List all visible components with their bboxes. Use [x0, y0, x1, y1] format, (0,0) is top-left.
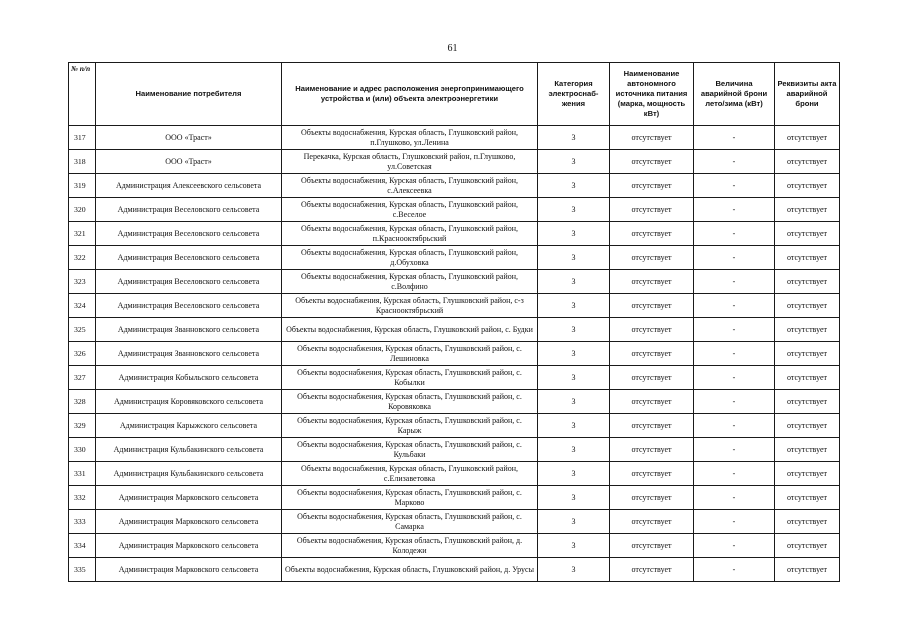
cell-consumer: Администрация Карыжского сельсовета: [96, 414, 282, 438]
cell-consumer: ООО «Траст»: [96, 126, 282, 150]
cell-power-source: отсутствует: [610, 390, 694, 414]
cell-consumer: Администрация Алексеевского сельсовета: [96, 174, 282, 198]
cell-number: 328: [69, 390, 96, 414]
cell-address: Объекты водоснабжения, Курская область, Глушковский район, с. Кульбаки: [282, 438, 538, 462]
cell-number: 323: [69, 270, 96, 294]
cell-consumer: Администрация Коровяковского сельсовета: [96, 390, 282, 414]
cell-reserve: -: [694, 294, 775, 318]
cell-consumer: Администрация Званновского сельсовета: [96, 318, 282, 342]
cell-number: 335: [69, 558, 96, 582]
cell-act: отсутствует: [775, 414, 840, 438]
cell-reserve: -: [694, 462, 775, 486]
cell-reserve: -: [694, 558, 775, 582]
cell-consumer: Администрация Веселовского сельсовета: [96, 270, 282, 294]
cell-category: 3: [538, 222, 610, 246]
cell-address: Объекты водоснабжения, Курская область, Глушковский район, п.Краснооктябрьский: [282, 222, 538, 246]
header-row: [69, 63, 840, 126]
cell-number: 320: [69, 198, 96, 222]
cell-address: Объекты водоснабжения, Курская область, Глушковский район, с.Алексеевка: [282, 174, 538, 198]
cell-act: отсутствует: [775, 294, 840, 318]
cell-category: 3: [538, 390, 610, 414]
cell-act: отсутствует: [775, 366, 840, 390]
cell-consumer: Администрация Веселовского сельсовета: [96, 198, 282, 222]
cell-act: отсутствует: [775, 342, 840, 366]
cell-act: отсутствует: [775, 486, 840, 510]
cell-consumer: Администрация Марковского сельсовета: [96, 486, 282, 510]
table-row: [69, 510, 840, 534]
cell-number: 329: [69, 414, 96, 438]
cell-consumer: Администрация Веселовского сельсовета: [96, 294, 282, 318]
table-body: [69, 126, 840, 582]
cell-category: 3: [538, 558, 610, 582]
cell-power-source: отсутствует: [610, 342, 694, 366]
cell-reserve: -: [694, 222, 775, 246]
cell-act: отсутствует: [775, 510, 840, 534]
cell-category: 3: [538, 414, 610, 438]
cell-reserve: -: [694, 318, 775, 342]
cell-number: 331: [69, 462, 96, 486]
cell-reserve: -: [694, 414, 775, 438]
cell-number: 327: [69, 366, 96, 390]
table-row: [69, 270, 840, 294]
cell-category: 3: [538, 174, 610, 198]
table-row: [69, 294, 840, 318]
cell-category: 3: [538, 342, 610, 366]
table-row: [69, 342, 840, 366]
cell-number: 322: [69, 246, 96, 270]
cell-number: 333: [69, 510, 96, 534]
cell-reserve: -: [694, 150, 775, 174]
cell-address: Объекты водоснабжения, Курская область, Глушковский район, с.Волфино: [282, 270, 538, 294]
cell-address: Объекты водоснабжения, Курская область, Глушковский район, с. Карыж: [282, 414, 538, 438]
cell-power-source: отсутствует: [610, 246, 694, 270]
table-row: [69, 366, 840, 390]
cell-category: 3: [538, 366, 610, 390]
cell-address: Объекты водоснабжения, Курская область, Глушковский район, д. Колодежи: [282, 534, 538, 558]
header-consumer: Наименование потребителя: [96, 63, 282, 126]
table-row: [69, 534, 840, 558]
cell-category: 3: [538, 150, 610, 174]
table-row: [69, 558, 840, 582]
table-row: [69, 390, 840, 414]
table-row: [69, 150, 840, 174]
cell-consumer: Администрация Званновского сельсовета: [96, 342, 282, 366]
cell-act: отсутствует: [775, 318, 840, 342]
cell-consumer: Администрация Кульбакинского сельсовета: [96, 462, 282, 486]
cell-address: Объекты водоснабжения, Курская область, Глушковский район, с. Кобылки: [282, 366, 538, 390]
cell-number: 318: [69, 150, 96, 174]
cell-category: 3: [538, 534, 610, 558]
cell-category: 3: [538, 318, 610, 342]
cell-address: Объекты водоснабжения, Курская область, Глушковский район, с. Будки: [282, 318, 538, 342]
cell-consumer: Администрация Веселовского сельсовета: [96, 222, 282, 246]
cell-reserve: -: [694, 270, 775, 294]
table-row: [69, 198, 840, 222]
cell-power-source: отсутствует: [610, 414, 694, 438]
cell-act: отсутствует: [775, 222, 840, 246]
cell-consumer: Администрация Веселовского сельсовета: [96, 246, 282, 270]
cell-category: 3: [538, 270, 610, 294]
cell-act: отсутствует: [775, 390, 840, 414]
table-row: [69, 438, 840, 462]
table-row: [69, 222, 840, 246]
cell-act: отсутствует: [775, 246, 840, 270]
cell-power-source: отсутствует: [610, 270, 694, 294]
cell-category: 3: [538, 246, 610, 270]
header-reserve: Величина аварийной брони лето/зима (кВт): [694, 63, 775, 126]
cell-reserve: -: [694, 174, 775, 198]
cell-act: отсутствует: [775, 270, 840, 294]
table-row: [69, 246, 840, 270]
cell-power-source: отсутствует: [610, 318, 694, 342]
cell-consumer: Администрация Кобыльского сельсовета: [96, 366, 282, 390]
cell-category: 3: [538, 294, 610, 318]
cell-number: 321: [69, 222, 96, 246]
cell-power-source: отсутствует: [610, 150, 694, 174]
cell-reserve: -: [694, 510, 775, 534]
page-number: 61: [447, 43, 458, 54]
cell-reserve: -: [694, 342, 775, 366]
cell-power-source: отсутствует: [610, 294, 694, 318]
cell-number: 324: [69, 294, 96, 318]
table-row: [69, 414, 840, 438]
cell-power-source: отсутствует: [610, 222, 694, 246]
cell-power-source: отсутствует: [610, 558, 694, 582]
cell-number: 332: [69, 486, 96, 510]
cell-number: 330: [69, 438, 96, 462]
table-row: [69, 126, 840, 150]
cell-address: Перекачка, Курская область, Глушковский район, п.Глушково, ул.Советская: [282, 150, 538, 174]
cell-power-source: отсутствует: [610, 510, 694, 534]
cell-number: 334: [69, 534, 96, 558]
cell-consumer: ООО «Траст»: [96, 150, 282, 174]
cell-category: 3: [538, 198, 610, 222]
cell-power-source: отсутствует: [610, 366, 694, 390]
cell-number: 319: [69, 174, 96, 198]
cell-reserve: -: [694, 126, 775, 150]
cell-act: отсутствует: [775, 462, 840, 486]
cell-category: 3: [538, 486, 610, 510]
cell-power-source: отсутствует: [610, 462, 694, 486]
cell-address: Объекты водоснабжения, Курская область, Глушковский район, п.Глушково, ул.Ленина: [282, 126, 538, 150]
cell-power-source: отсутствует: [610, 438, 694, 462]
cell-address: Объекты водоснабжения, Курская область, Глушковский район, д.Обуховка: [282, 246, 538, 270]
table-header: [69, 63, 840, 126]
table-row: [69, 318, 840, 342]
cell-reserve: -: [694, 246, 775, 270]
header-category: Категория электроснаб-жения: [538, 63, 610, 126]
cell-power-source: отсутствует: [610, 126, 694, 150]
table-row: [69, 174, 840, 198]
cell-power-source: отсутствует: [610, 534, 694, 558]
cell-address: Объекты водоснабжения, Курская область, Глушковский район, с.Елизаветовка: [282, 462, 538, 486]
cell-act: отсутствует: [775, 534, 840, 558]
header-number: № п/п: [69, 63, 96, 126]
cell-address: Объекты водоснабжения, Курская область, Глушковский район, с-з Краснооктябрьский: [282, 294, 538, 318]
cell-power-source: отсутствует: [610, 486, 694, 510]
cell-address: Объекты водоснабжения, Курская область, Глушковский район, д. Урусы: [282, 558, 538, 582]
cell-act: отсутствует: [775, 174, 840, 198]
table-row: [69, 462, 840, 486]
cell-power-source: отсутствует: [610, 198, 694, 222]
cell-act: отсутствует: [775, 558, 840, 582]
cell-reserve: -: [694, 198, 775, 222]
cell-category: 3: [538, 126, 610, 150]
cell-reserve: -: [694, 534, 775, 558]
cell-consumer: Администрация Марковского сельсовета: [96, 534, 282, 558]
cell-category: 3: [538, 510, 610, 534]
header-power-source: Наименование автономного источника питания (марка, мощность кВт): [610, 63, 694, 126]
cell-reserve: -: [694, 438, 775, 462]
cell-address: Объекты водоснабжения, Курская область, Глушковский район, с. Самарка: [282, 510, 538, 534]
reserve-table: [68, 62, 840, 582]
cell-act: отсутствует: [775, 150, 840, 174]
cell-address: Объекты водоснабжения, Курская область, Глушковский район, с. Лешиновка: [282, 342, 538, 366]
cell-act: отсутствует: [775, 198, 840, 222]
cell-consumer: Администрация Марковского сельсовета: [96, 558, 282, 582]
header-address: Наименование и адрес расположения энергопринимающего устройства и (или) объекта электроэнергетики: [282, 63, 538, 126]
cell-consumer: Администрация Марковского сельсовета: [96, 510, 282, 534]
cell-reserve: -: [694, 366, 775, 390]
cell-number: 326: [69, 342, 96, 366]
cell-address: Объекты водоснабжения, Курская область, Глушковский район, с. Марково: [282, 486, 538, 510]
cell-act: отсутствует: [775, 126, 840, 150]
cell-reserve: -: [694, 390, 775, 414]
cell-act: отсутствует: [775, 438, 840, 462]
cell-address: Объекты водоснабжения, Курская область, Глушковский район, с. Коровяковка: [282, 390, 538, 414]
cell-number: 325: [69, 318, 96, 342]
cell-category: 3: [538, 462, 610, 486]
table-row: [69, 486, 840, 510]
cell-category: 3: [538, 438, 610, 462]
cell-reserve: -: [694, 486, 775, 510]
header-act: Реквизиты акта аварийной брони: [775, 63, 840, 126]
cell-address: Объекты водоснабжения, Курская область, Глушковский район, с.Веселое: [282, 198, 538, 222]
cell-power-source: отсутствует: [610, 174, 694, 198]
cell-number: 317: [69, 126, 96, 150]
cell-consumer: Администрация Кульбакинского сельсовета: [96, 438, 282, 462]
